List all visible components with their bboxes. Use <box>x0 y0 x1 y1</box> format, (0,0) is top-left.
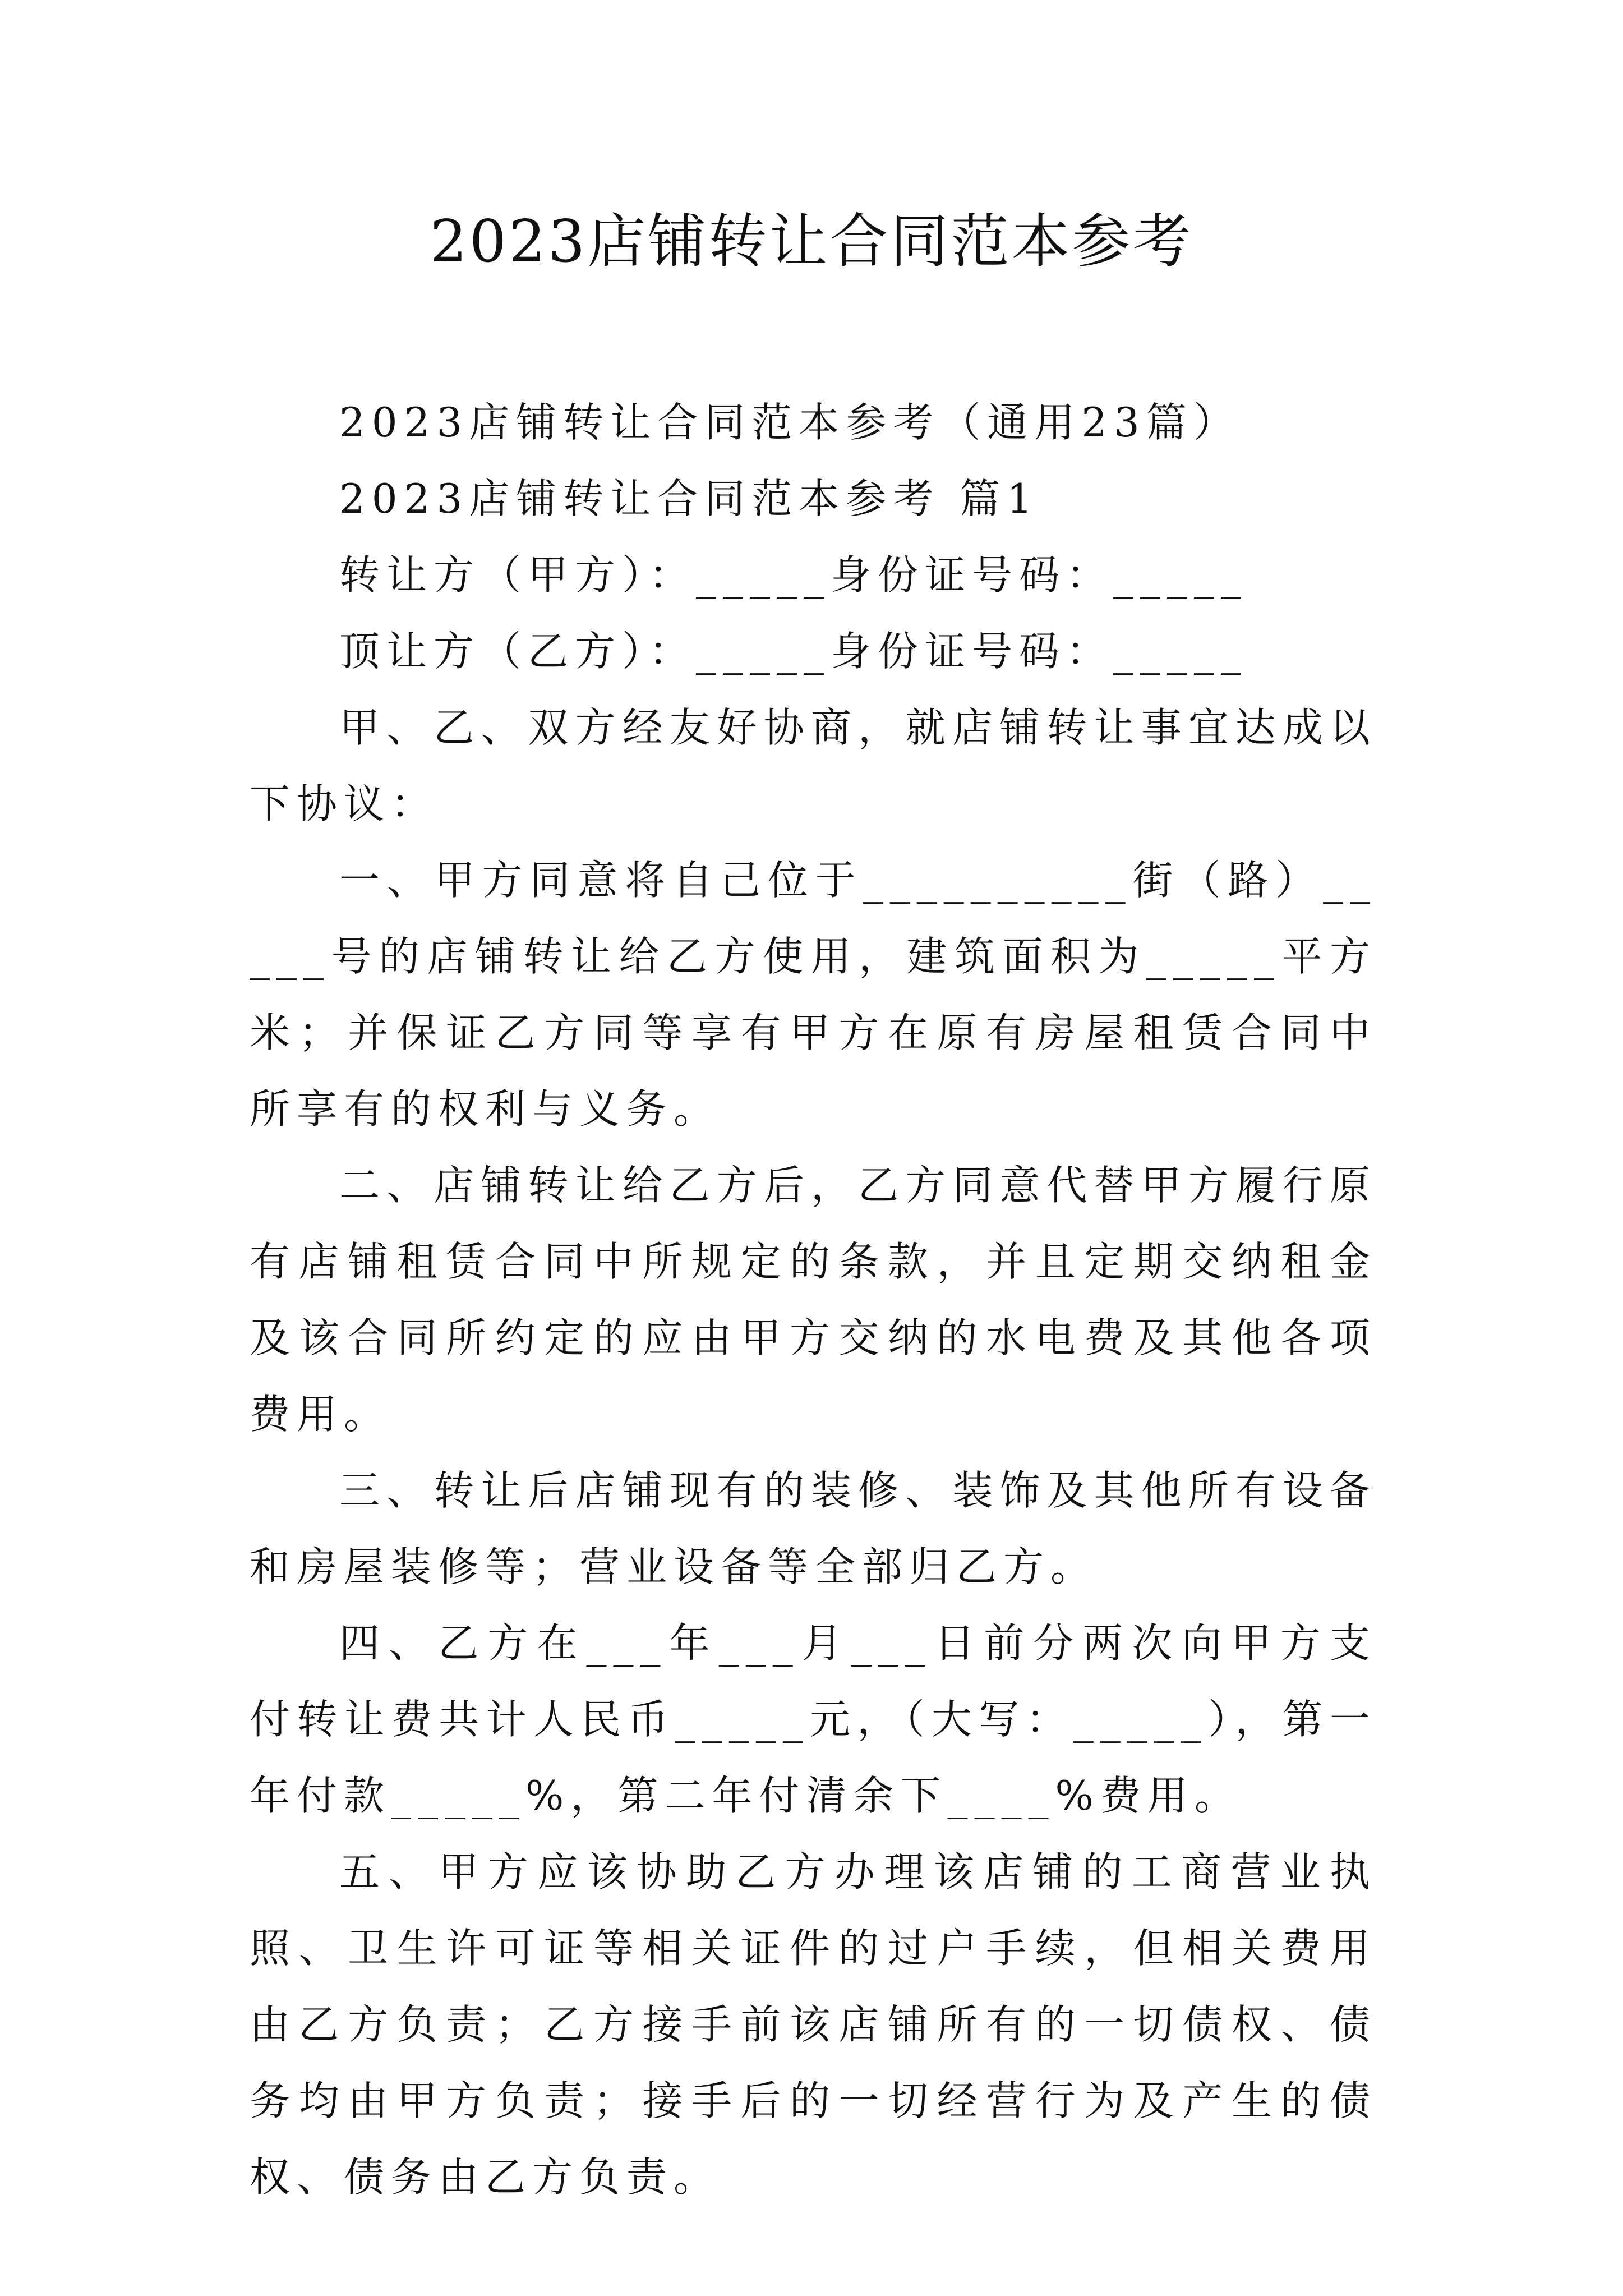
paragraph-clause-4: 四、乙方在___年___月___日前分两次向甲方支付转让费共计人民币_____元，（大写：_____），第一年付款_____%，第二年付清余下____%费用。 <box>250 1619 1377 1819</box>
paragraph-transferor: 转让方（甲方）：_____身份证号码：_____ <box>339 551 1248 599</box>
document-body <box>250 384 1377 2215</box>
paragraph-intro: 甲、乙、双方经友好协商，就店铺转让事宜达成以下协议： <box>250 704 1377 827</box>
paragraph-clause-1: 一、甲方同意将自己位于__________街（路）_____号的店铺转让给乙方使用，建筑面积为_____平方米；并保证乙方同等享有甲方在原有房屋租赁合同中所享有的权利与义务。 <box>250 857 1377 1133</box>
paragraph-transferee: 顶让方（乙方）：_____身份证号码：_____ <box>339 628 1248 675</box>
paragraph-clause-3: 三、转让后店铺现有的装修、装饰及其他所有设备和房屋装修等；营业设备等全部归乙方。 <box>250 1467 1377 1590</box>
section-heading: 2023店铺转让合同范本参考 篇1 <box>339 475 1039 522</box>
document-title: 2023店铺转让合同范本参考 <box>430 207 1193 275</box>
paragraph-clause-2: 二、店铺转让给乙方后，乙方同意代替甲方履行原有店铺租赁合同中所规定的条款，并且定期交纳租金及该合同所约定的应由甲方交纳的水电费及其他各项费用。 <box>250 1162 1377 1438</box>
document-subtitle: 2023店铺转让合同范本参考（通用23篇） <box>339 399 1241 446</box>
paragraph-clause-5: 五、甲方应该协助乙方办理该店铺的工商营业执照、卫生许可证等相关证件的过户手续，但相关费用由乙方负责；乙方接手前该店铺所有的一切债权、债务均由甲方负责；接手后的一切经营行为及产生的债权、债务由乙方负责。 <box>250 1848 1377 2201</box>
